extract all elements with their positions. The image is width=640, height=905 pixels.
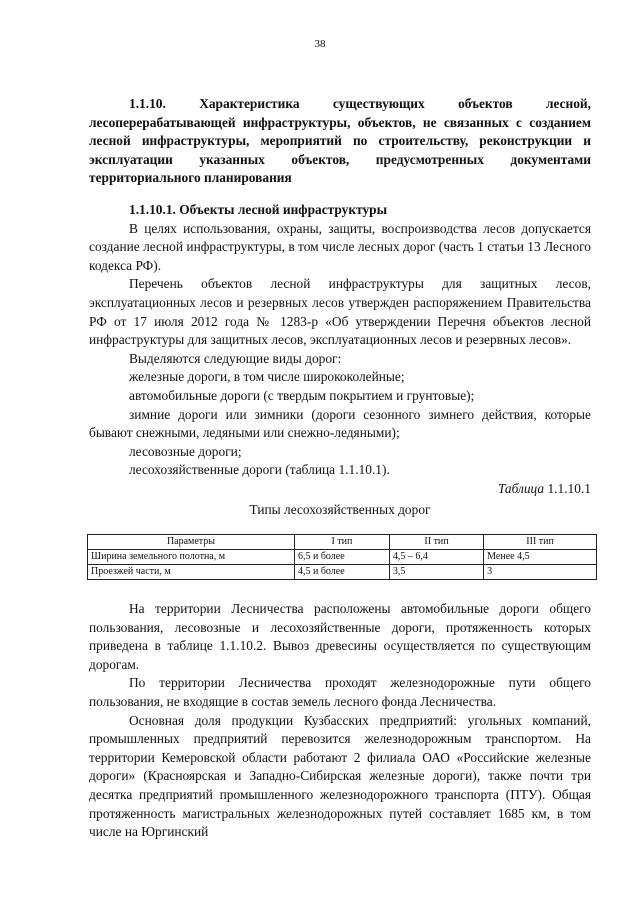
table-cell: Менее 4,5: [484, 550, 597, 565]
page-number: 38: [314, 38, 326, 50]
paragraph-1: В целях использования, охраны, защиты, воспроизводства лесов допускается создание лесной инфраструктуры, в том числе лесных дорог (часть 1 статьи 13 Лесного кодекса РФ).: [89, 220, 591, 273]
table-header-row: [88, 535, 597, 550]
table-cell: Проезжей части, м: [88, 565, 295, 580]
paragraph-2: Перечень объектов лесной инфраструктуры для защитных лесов, эксплуатационных лесов и резервных лесов утвержден распоряжением Правительства РФ от 17 июля 2012 года № 1283-р «Об утверждении Перечня объектов лесной инфраструктуры для защитных лесов, эксплуатационных лесов и резервных лесов».: [89, 276, 591, 348]
table-cell: 3: [484, 565, 597, 580]
table-caption-number: 1.1.10.1: [547, 480, 591, 496]
subsection-heading: 1.1.10.1. Объекты лесной инфраструктуры: [129, 201, 388, 217]
section-heading: 1.1.10. Характеристика существующих объектов лесной, лесоперерабатывающей инфраструктуры, объектов, не связанных с созданием лесной инфраструктуры, мероприятий по строительству, реконструкции и эксплуатации указанных объектов, предусмотренных документами территориального планирования: [89, 96, 591, 186]
table-header-cell: II тип: [389, 535, 483, 550]
table-cell: 4,5 и более: [294, 565, 389, 580]
table-title: Типы лесохозяйственных дорог: [249, 502, 431, 518]
table-caption-word: Таблица: [497, 480, 545, 496]
road-type-item: лесовозные дороги;: [129, 443, 242, 459]
road-type-item: лесохозяйственные дороги (таблица 1.1.10.1).: [129, 462, 390, 478]
table-header-cell: Параметры: [88, 535, 295, 550]
table-cell: 3,5: [389, 565, 483, 580]
road-types-table: [87, 534, 597, 580]
road-types-intro: Выделяются следующие виды дорог:: [129, 350, 342, 366]
table-cell: 6,5 и более: [294, 550, 389, 565]
table-caption: [89, 480, 591, 499]
road-type-item: зимние дороги или зимники (дороги сезонного зимнего действия, которые бывают снежными, ледяными или снежно-ледяными);: [89, 406, 591, 441]
paragraph-4: По территории Лесничества проходят железнодорожные пути общего пользования, не входящие в состав земель лесного фонда Лесничества.: [89, 675, 591, 710]
page-content: [89, 95, 591, 842]
paragraph-5: Основная доля продукции Кузбасских предприятий: угольных компаний, промышленных предприятий перевозится железнодорожным транспортом. На территории Кемеровской области работают 2 филиала ОАО «Российские железные дороги» (Красноярская и Западно-Сибирская железные дороги), также почти три десятка предприятий промышленного железнодорожного транспорта (ПТУ). Общая протяженность магистральных железнодорожных путей составляет 1685 км, в том числе на Юргинский: [89, 712, 591, 840]
table-header-cell: I тип: [294, 535, 389, 550]
road-type-item: автомобильные дороги (с твердым покрытием и грунтовые);: [129, 387, 475, 403]
table-row: [88, 550, 597, 565]
table-row: [88, 565, 597, 580]
table-cell: 4,5 – 6,4: [389, 550, 483, 565]
paragraph-3: На территории Лесничества расположены автомобильные дороги общего пользования, лесовозные и лесохозяйственные дороги, протяженность которых приведена в таблице 1.1.10.2. Вывоз древесины осуществляется по существующим дорогам.: [89, 601, 591, 672]
road-type-item: железные дороги, в том числе ширококолейные;: [129, 369, 405, 385]
table-cell: Ширина земельного полотна, м: [88, 550, 295, 565]
table-header-cell: III тип: [484, 535, 597, 550]
